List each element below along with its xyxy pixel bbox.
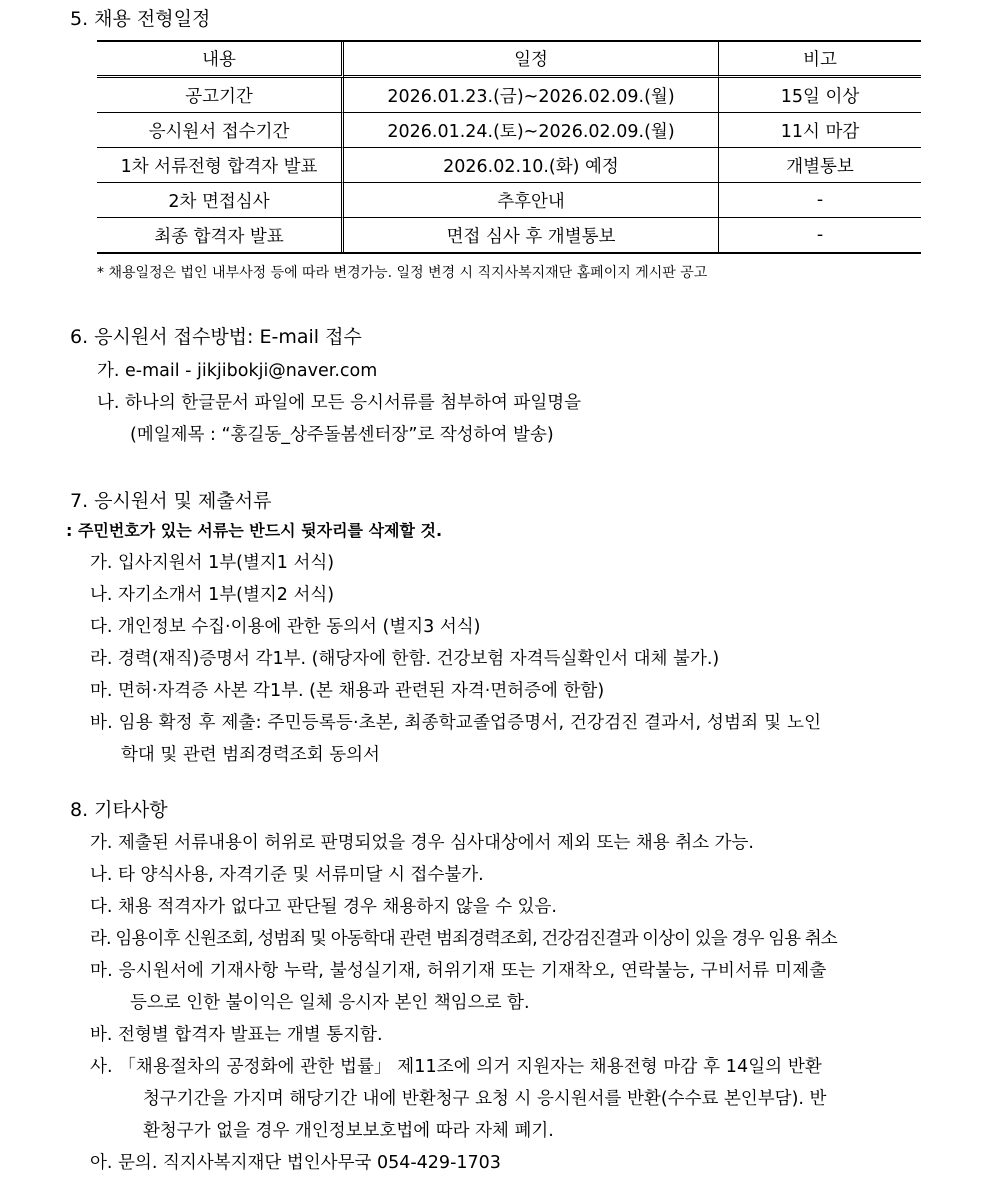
cell-remark: -: [816, 225, 824, 245]
cell-remark: 15일 이상: [719, 78, 921, 113]
list-item: 다. 채용 적격자가 없다고 판단될 경우 채용하지 않을 수 있음.: [90, 897, 557, 917]
table-row: [97, 78, 921, 113]
list-item: 라. 경력(재직)증명서 각1부. (해당자에 한함. 건강보험 자격득실확인서 대체 불가.): [90, 649, 720, 669]
table-row: [97, 218, 921, 252]
section-7-title: 7. 응시원서 및 제출서류: [70, 490, 272, 512]
header-schedule: 일정: [344, 42, 719, 78]
header-remark: 비고: [719, 42, 921, 78]
header-content: 내용: [97, 42, 344, 78]
contact-item: 아. 문의. 직지사복지재단 법인사무국 054-429-1703: [90, 1153, 501, 1173]
cell-content: 응시원서 접수기간: [97, 113, 344, 148]
table-row: [97, 148, 921, 183]
list-item: 바. 임용 확정 후 제출: 주민등록등·초본, 최종학교졸업증명서, 건강검진 결과서, 성범죄 및 노인: [90, 713, 822, 733]
section-6-title: 6. 응시원서 접수방법: E-mail 접수: [70, 326, 362, 348]
table-row: [97, 113, 921, 148]
cell-schedule: 면접 심사 후 개별통보: [344, 218, 719, 252]
cell-schedule: 2026.01.23.(금)~2026.02.09.(월): [344, 78, 719, 113]
cell-schedule: 2026.02.10.(화) 예정: [344, 148, 719, 183]
list-item: 다. 개인정보 수집·이용에 관한 동의서 (별지3 서식): [90, 617, 481, 637]
list-item: 바. 전형별 합격자 발표는 개별 통지함.: [90, 1025, 383, 1045]
email-item: 가. e-mail - jikjibokji@naver.com: [97, 361, 378, 381]
list-item-cont: 환청구가 없을 경우 개인정보보호법에 따라 자체 폐기.: [143, 1121, 554, 1141]
warning-text: : 주민번호가 있는 서류는 반드시 뒷자리를 삭제할 것.: [66, 521, 443, 540]
file-item: 나. 하나의 한글문서 파일에 모든 응시서류를 첨부하여 파일명을: [97, 393, 582, 413]
list-item-cont: 학대 및 관련 범죄경력조회 동의서: [121, 745, 380, 765]
cell-schedule: 추후안내: [344, 183, 719, 218]
list-item-cont: 등으로 인한 불이익은 일체 응시자 본인 책임으로 함.: [130, 993, 530, 1013]
cell-content: 2차 면접심사: [97, 183, 344, 218]
cell-remark: 11시 마감: [719, 113, 921, 148]
table-row: [97, 183, 921, 218]
list-item: 마. 응시원서에 기재사항 누락, 불성실기재, 허위기재 또는 기재착오, 연락불능, 구비서류 미제출: [90, 961, 827, 981]
cell-content: 최종 합격자 발표: [97, 218, 344, 252]
list-item: 라. 임용이후 신원조회, 성범죄 및 아동학대 관련 범죄경력조회, 건강검진결과 이상이 있을 경우 임용 취소: [90, 929, 837, 949]
table-header-row: [97, 42, 921, 78]
cell-remark: 개별통보: [719, 148, 921, 183]
file-item-cont: (메일제목 : “홍길동_상주돌봄센터장”로 작성하여 발송): [130, 425, 554, 445]
section-8-title: 8. 기타사항: [70, 799, 168, 821]
schedule-table: [97, 40, 921, 254]
list-item: 나. 자기소개서 1부(별지2 서식): [90, 585, 335, 605]
schedule-note: * 채용일정은 법인 내부사정 등에 따라 변경가능. 일정 변경 시 직지사복지재단 홈페이지 게시판 공고: [97, 265, 708, 281]
cell-schedule: 2026.01.24.(토)~2026.02.09.(월): [344, 113, 719, 148]
cell-content: 공고기간: [97, 78, 344, 113]
list-item: 가. 제출된 서류내용이 허위로 판명되었을 경우 심사대상에서 제외 또는 채용 취소 가능.: [90, 833, 754, 853]
list-item-cont: 청구기간을 가지며 해당기간 내에 반환청구 요청 시 응시원서를 반환(수수료 본인부담). 반: [143, 1089, 827, 1109]
cell-remark: -: [719, 183, 921, 218]
section-5-title: 5. 채용 전형일정: [70, 8, 211, 30]
list-item: 사. 「채용절차의 공정화에 관한 법률」 제11조에 의거 지원자는 채용전형 마감 후 14일의 반환: [90, 1057, 822, 1077]
list-item: 나. 타 양식사용, 자격기준 및 서류미달 시 접수불가.: [90, 865, 484, 885]
cell-content: 1차 서류전형 합격자 발표: [97, 148, 344, 183]
list-item: 마. 면허·자격증 사본 각1부. (본 채용과 관련된 자격·면허증에 한함): [90, 681, 605, 701]
list-item: 가. 입사지원서 1부(별지1 서식): [90, 553, 335, 573]
